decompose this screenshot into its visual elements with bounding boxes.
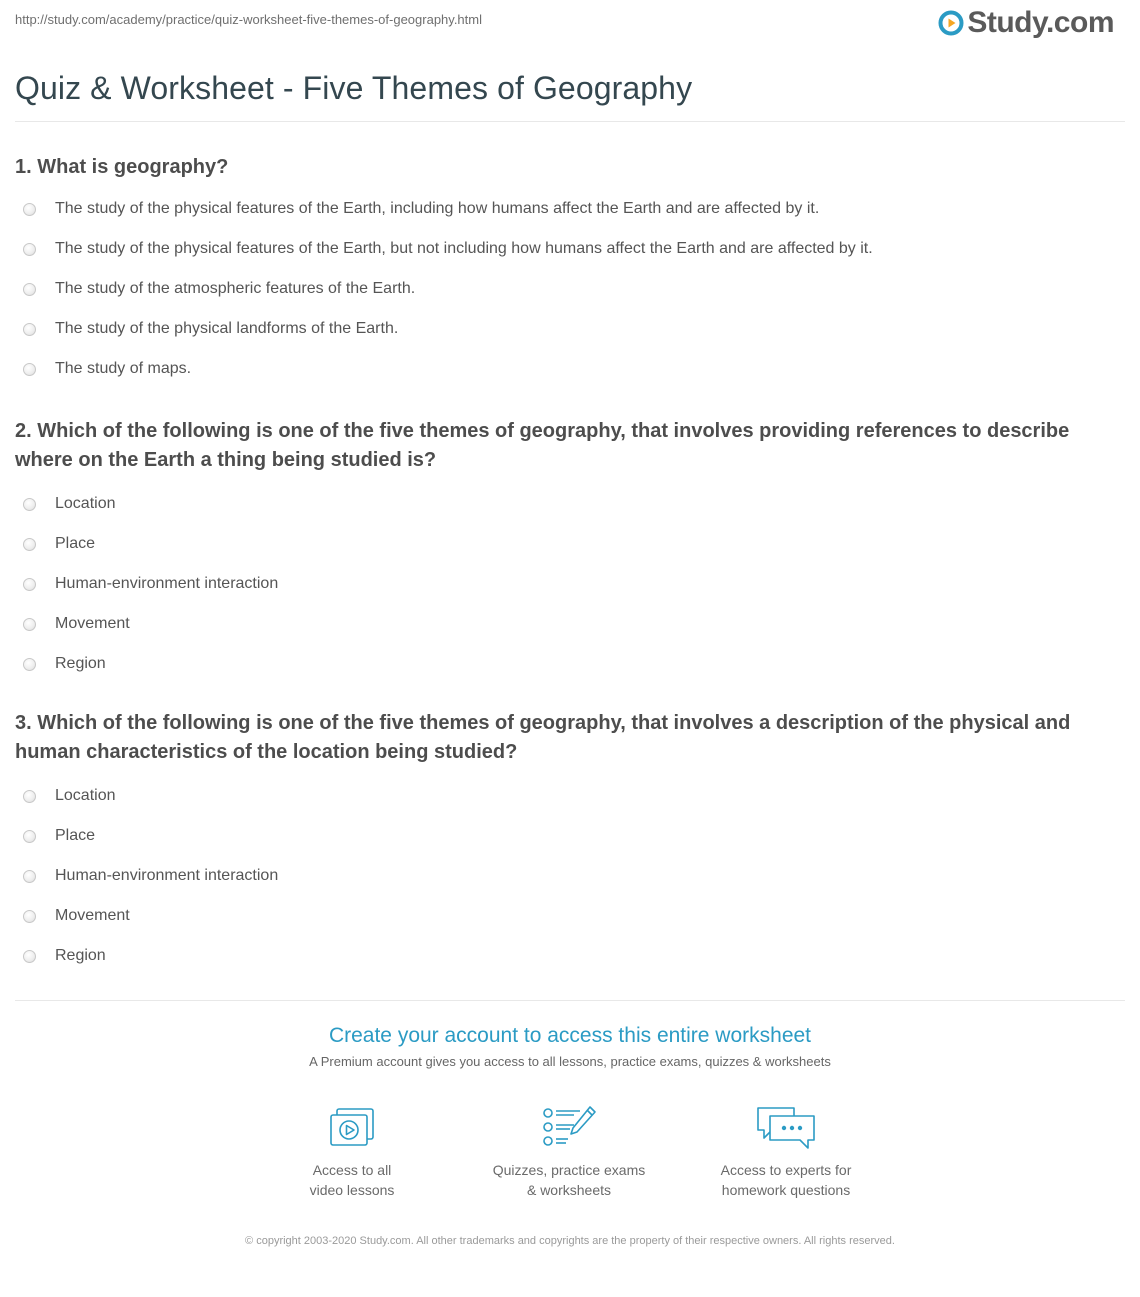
radio-button-icon[interactable] [23,910,36,923]
question-3 [15,709,1120,976]
logo-text: Study.com [967,6,1114,39]
option-label: Place [55,535,96,552]
copyright-notice: © copyright 2003-2020 Study.com. All other trademarks and copyrights are the property of their respective owners. All rights reserved. [245,1235,895,1247]
feature-line: homework questions [721,1182,851,1198]
answer-options [15,189,1120,389]
option-label: Movement [55,907,130,924]
answer-option[interactable] [15,816,1120,856]
premium-promo [15,1022,1125,1069]
answer-option[interactable] [15,936,1120,976]
question-text: 3. Which of the following is one of the five themes of geography, that involves a description of the physical and human characteristics of the location being studied? [15,712,1071,763]
answer-option[interactable] [15,189,1120,229]
radio-button-icon[interactable] [23,790,36,803]
option-label: The study of the physical features of the Earth, but not including how humans affect the Earth and are affected by it. [55,240,873,257]
radio-button-icon[interactable] [23,363,36,376]
question-2 [15,417,1120,684]
title-divider [15,121,1125,122]
feature-line: Access to all [312,1162,392,1178]
video-lessons-icon [327,1104,377,1150]
page-title: Quiz & Worksheet - Five Themes of Geography [15,70,693,106]
option-label: The study of maps. [55,360,192,377]
chat-bubbles-icon [754,1104,818,1150]
option-label: Human-environment interaction [55,867,279,884]
option-label: Location [55,787,116,804]
radio-button-icon[interactable] [23,578,36,591]
radio-button-icon[interactable] [23,538,36,551]
page-url: http://study.com/academy/practice/quiz-worksheet-five-themes-of-geography.html [15,12,482,27]
answer-option[interactable] [15,564,1120,604]
option-label: The study of the physical landforms of the Earth. [55,320,399,337]
option-label: Region [55,655,106,672]
answer-option[interactable] [15,604,1120,644]
quiz-checklist-icon [540,1104,598,1150]
feature-line: video lessons [309,1182,395,1198]
feature-line: Quizzes, practice exams [492,1162,646,1178]
question-1 [15,153,1120,389]
answer-option[interactable] [15,896,1120,936]
radio-button-icon[interactable] [23,950,36,963]
feature-quizzes [469,1104,669,1200]
radio-button-icon[interactable] [23,243,36,256]
feature-line: & worksheets [526,1182,612,1198]
radio-button-icon[interactable] [23,283,36,296]
radio-button-icon[interactable] [23,323,36,336]
option-label: Region [55,947,106,964]
answer-option[interactable] [15,269,1120,309]
promo-divider [15,1000,1125,1001]
option-label: The study of the atmospheric features of the Earth. [55,280,416,297]
answer-option[interactable] [15,644,1120,684]
option-label: The study of the physical features of the Earth, including how humans affect the Earth and are affected by it. [55,200,820,217]
radio-button-icon[interactable] [23,870,36,883]
promo-heading[interactable]: Create your account to access this entire worksheet [328,1024,812,1047]
play-circle-icon [938,10,964,36]
feature-line: Access to experts for [720,1162,852,1178]
answer-option[interactable] [15,229,1120,269]
answer-options [15,484,1120,684]
feature-experts [686,1104,886,1200]
radio-button-icon[interactable] [23,618,36,631]
question-text: 2. Which of the following is one of the five themes of geography, that involves providing references to describe where on the Earth a thing being studied is? [15,420,1070,471]
answer-options [15,776,1120,976]
radio-button-icon[interactable] [23,203,36,216]
answer-option[interactable] [15,349,1120,389]
answer-option[interactable] [15,776,1120,816]
feature-video-lessons [252,1104,452,1200]
answer-option[interactable] [15,484,1120,524]
option-label: Movement [55,615,130,632]
radio-button-icon[interactable] [23,658,36,671]
radio-button-icon[interactable] [23,830,36,843]
promo-subheading: A Premium account gives you access to all lessons, practice exams, quizzes & worksheets [309,1054,831,1069]
premium-features [0,1104,1140,1204]
option-label: Location [55,495,116,512]
option-label: Place [55,827,96,844]
question-text: 1. What is geography? [15,156,229,178]
answer-option[interactable] [15,309,1120,349]
study-logo[interactable] [938,6,1114,40]
answer-option[interactable] [15,524,1120,564]
option-label: Human-environment interaction [55,575,279,592]
radio-button-icon[interactable] [23,498,36,511]
answer-option[interactable] [15,856,1120,896]
